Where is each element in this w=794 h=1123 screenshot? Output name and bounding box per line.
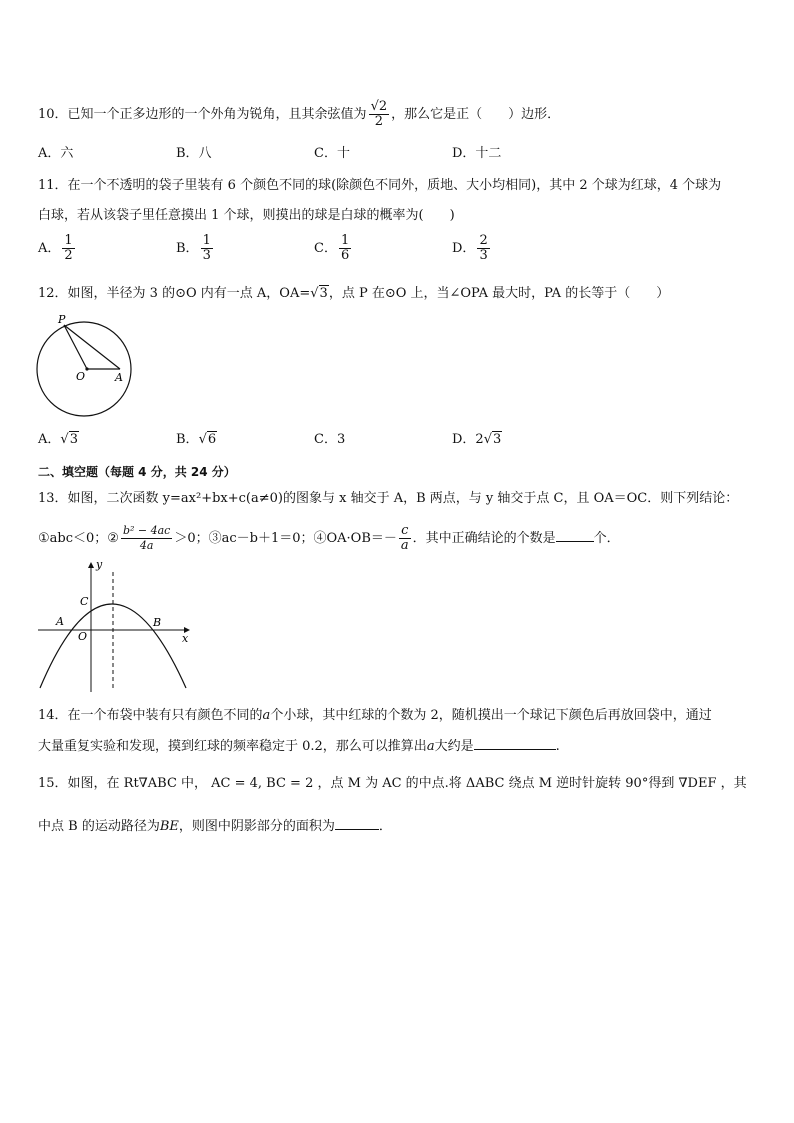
q11-stem-line2: 白球，若从该袋子里任意摸出 1 个球，则摸出的球是白球的概率为( ) xyxy=(38,208,455,223)
q11-option-c[interactable]: C． $\frac{1}{6}$ xyxy=(314,233,350,263)
q11-stem-line1: 11．在一个不透明的袋子里装有 6 个颜色不同的球(除颜色不同外，质地、大小均相同)，其中 2 个球为红球，4 个球为 xyxy=(38,178,722,193)
q13-parabola-figure xyxy=(34,558,194,694)
arc-be: BE xyxy=(159,819,179,834)
q13-stem-line1: 13．如图，二次函数 y=ax²+bx+c(a≠0)的图象与 x 轴交于 A，B 两点，与 y 轴交于点 C，且 OA＝OC．则下列结论： xyxy=(38,491,739,506)
q11-option-a[interactable]: A． $\frac{1}{2}$ xyxy=(38,233,73,263)
q14-answer-blank[interactable] xyxy=(474,749,556,750)
q15-stem-line2: 中点 B 的运动路径为BE，则图中阴影部分的面积为 ． xyxy=(38,819,392,834)
section-fill-in-heading: 二、填空题（每题 4 分，共 24 分） xyxy=(38,465,236,479)
q10-option-a[interactable]: A．六 xyxy=(38,146,74,161)
q12-option-d[interactable]: D．2√3 xyxy=(452,432,502,447)
point-o xyxy=(85,367,88,370)
q15-stem-line1: 15．如图，在 Rt∇ABC 中， AC = 4, BC = 2 ，点 M 为 AC 的中点.将 ΔABC 绕点 M 逆时针旋转 90°得到 ∇DEF ，其 xyxy=(38,776,747,791)
q13-stem-line2: ①abc＜0；② $\frac{\text{b² − 4ac}}{4a}$ ＞0；③ac－b＋1＝0；④OA·OB＝－ $\frac{c}{a}$ ．其中正确结论的个数是 个． xyxy=(38,523,620,553)
q10-stem-text: 已知一个正多边形的一个外角为锐角，且其余弦值为 xyxy=(67,107,367,122)
q10-fraction: $\frac{√2}{2}$ xyxy=(370,99,388,129)
q12-option-c[interactable]: C．3 xyxy=(314,432,346,447)
q14-stem-line2: 大量重复实验和发现，摸到红球的频率稳定于 0.2，那么可以推算出a大约是 . xyxy=(38,739,560,754)
q10-option-d[interactable]: D．十二 xyxy=(452,146,502,161)
label-x: x xyxy=(182,632,189,645)
q10-option-b[interactable]: B．八 xyxy=(176,146,212,161)
q10-option-c[interactable]: C．十 xyxy=(314,146,350,161)
q15-answer-blank[interactable] xyxy=(335,829,379,830)
q11-option-d[interactable]: D． $\frac{2}{3}$ xyxy=(452,233,488,263)
label-c: C xyxy=(80,595,89,608)
label-b: B xyxy=(153,616,162,629)
q14-stem-line1: 14．在一个布袋中装有只有颜色不同的a个小球，其中红球的个数为 2，随机摸出一个球记下颜色后再放回袋中，通过 xyxy=(38,708,712,723)
q12-option-b[interactable]: B．√6 xyxy=(176,432,217,447)
q11-option-b[interactable]: B． $\frac{1}{3}$ xyxy=(176,233,211,263)
label-a: A xyxy=(115,371,123,384)
q12-stem: 12．如图，半径为 3 的⊙O 内有一点 A，OA=√3，点 P 在⊙O 上，当∠OPA 最大时，PA 的长等于（ ） xyxy=(38,286,670,301)
q12-option-a[interactable]: A．√3 xyxy=(38,432,78,447)
q10-stem: 10．已知一个正多边形的一个外角为锐角，且其余弦值为 $\frac{√2}{2}$ ，那么它是正（ ）边形． xyxy=(38,99,561,129)
segment-po xyxy=(64,325,87,369)
label-y: y xyxy=(96,558,103,571)
label-o: O xyxy=(76,370,86,383)
q12-circle-figure xyxy=(34,312,134,420)
y-axis-arrow xyxy=(88,562,94,568)
label-o: O xyxy=(78,630,88,643)
q13-answer-blank[interactable] xyxy=(556,541,594,542)
label-a: A xyxy=(56,615,64,628)
label-p: P xyxy=(58,313,66,326)
